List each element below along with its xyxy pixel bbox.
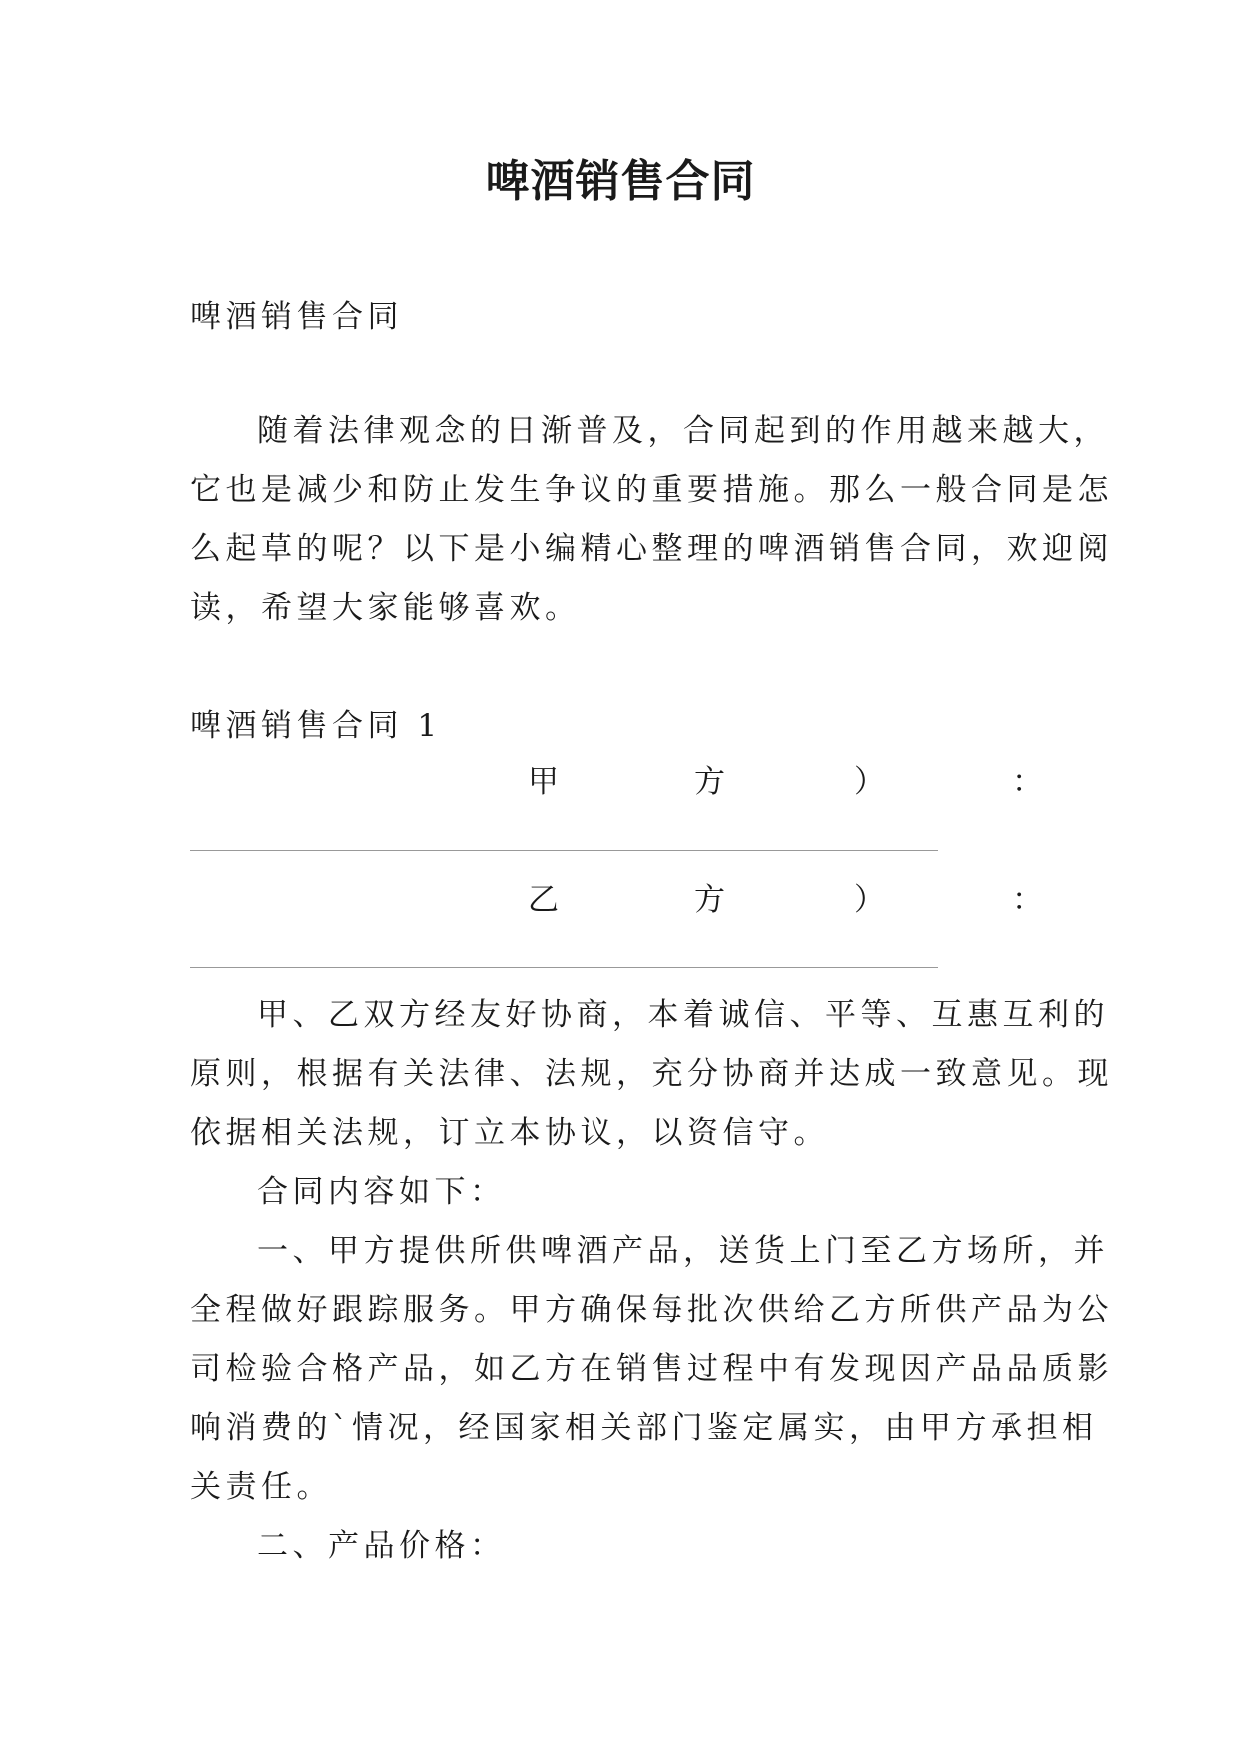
preamble-line-3: 依据相关法规，订立本协议，以资信守。 — [190, 1115, 829, 1151]
party-b-colon: ： — [1012, 882, 1048, 918]
clause1-line-5: 关责任。 — [190, 1469, 332, 1505]
clause1-line-2: 全程做好跟踪服务。甲方确保每批次供给乙方所供产品为公 — [190, 1292, 1113, 1328]
clause1-line-1: 一、甲方提供所供啤酒产品，送货上门至乙方场所，并 — [257, 1233, 1109, 1269]
document-subtitle: 啤酒销售合同 — [190, 299, 403, 335]
preamble-line-1: 甲、乙双方经友好协商，本着诚信、平等、互惠互利的 — [257, 997, 1109, 1033]
intro-line-1: 随着法律观念的日渐普及，合同起到的作用越来越大， — [257, 413, 1109, 449]
party-a-colon: ： — [1012, 764, 1048, 800]
party-b-char-1: 乙 — [528, 882, 564, 918]
intro-line-3: 么起草的呢？以下是小编精心整理的啤酒销售合同，欢迎阅 — [190, 531, 1113, 567]
party-a-char-3: ） — [854, 764, 890, 800]
party-b-char-2: 方 — [694, 882, 730, 918]
preamble-line-2: 原则，根据有关法律、法规，充分协商并达成一致意见。现 — [190, 1056, 1113, 1092]
party-b-underline — [190, 967, 938, 968]
party-a-char-1: 甲 — [528, 764, 564, 800]
party-a-underline — [190, 850, 938, 851]
clause1-line-3: 司检验合格产品，如乙方在销售过程中有发现因产品品质影 — [190, 1351, 1113, 1387]
intro-line-4: 读，希望大家能够喜欢。 — [190, 590, 581, 626]
contract-heading: 啤酒销售合同 1 — [190, 708, 442, 744]
party-a-char-2: 方 — [694, 764, 730, 800]
clause1-line-4: 响消费的`情况，经国家相关部门鉴定属实，由甲方承担相 — [190, 1410, 1098, 1446]
page-title: 啤酒销售合同 — [485, 156, 756, 207]
party-b-char-3: ） — [854, 882, 890, 918]
content-heading: 合同内容如下： — [257, 1174, 506, 1210]
clause2-heading: 二、产品价格： — [257, 1528, 506, 1564]
intro-line-2: 它也是减少和防止发生争议的重要措施。那么一般合同是怎 — [190, 472, 1113, 508]
